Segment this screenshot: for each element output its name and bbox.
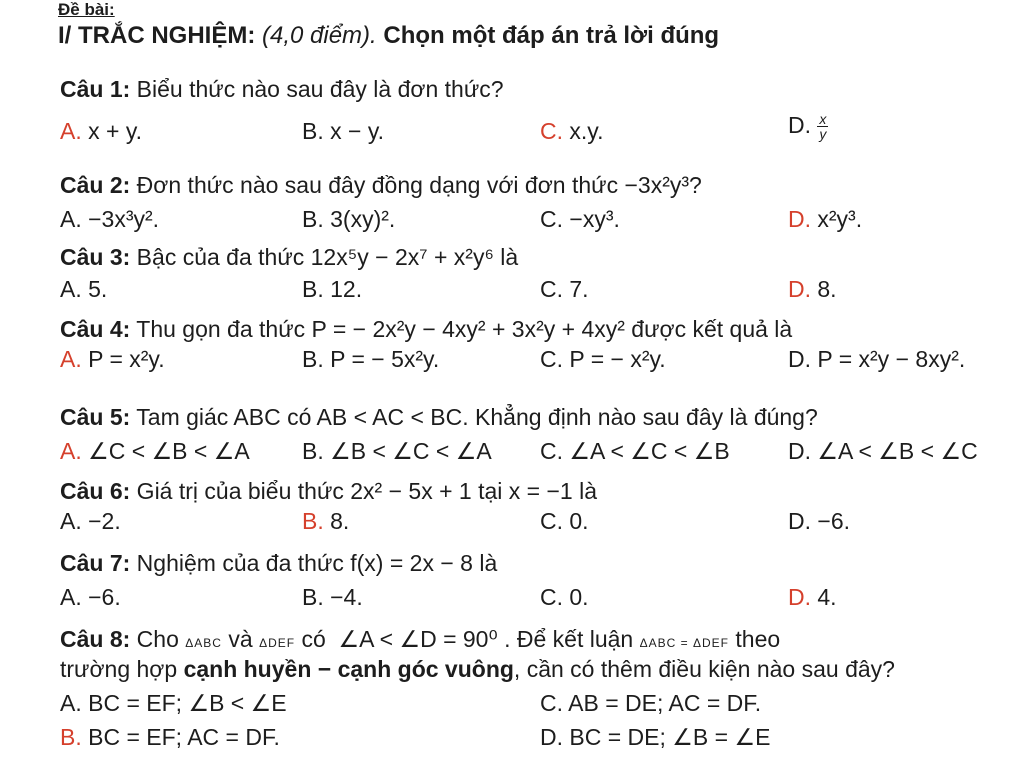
condition-bold: cạnh huyền − cạnh góc vuông — [183, 656, 514, 682]
option-6a[interactable]: A. −2. — [60, 508, 121, 534]
option-8d[interactable]: D. BC = DE; ∠B = ∠E — [540, 724, 771, 750]
question-tail: là — [493, 244, 519, 270]
option-6d[interactable]: D. −6. — [788, 508, 851, 534]
option-5b[interactable]: B. ∠B < ∠C < ∠A — [302, 438, 492, 464]
question-5 — [60, 404, 818, 431]
option-4b[interactable]: B. P = − 5x²y. — [302, 346, 440, 372]
question-expression: f(x) = 2x − 8 — [350, 550, 473, 576]
question-text: Thu gọn đa thức — [130, 316, 312, 342]
option-7d[interactable]: D. 4. — [788, 584, 837, 610]
option-2a[interactable]: A. −3x³y². — [60, 206, 160, 232]
triangle-equality: ΔABC = ΔDEF — [639, 636, 730, 650]
question-tail: là — [472, 550, 498, 576]
option-4a[interactable]: A. P = x²y. — [60, 346, 165, 372]
option-4c[interactable]: C. P = − x²y. — [540, 346, 666, 372]
option-1c[interactable]: C. x.y. — [540, 118, 604, 144]
option-5a[interactable]: A. ∠C < ∠B < ∠A — [60, 438, 250, 464]
question-1 — [60, 76, 504, 103]
option-2b[interactable]: B. 3(xy)². — [302, 206, 396, 232]
question-text: Giá trị của biểu thức — [130, 478, 351, 504]
option-3b[interactable]: B. 12. — [302, 276, 363, 302]
option-7a[interactable]: A. −6. — [60, 584, 121, 610]
option-3d[interactable]: D. 8. — [788, 276, 837, 302]
question-label: Câu 3: — [60, 244, 131, 270]
question-text: Bậc của đa thức — [130, 244, 311, 270]
question-label: Câu 7: — [60, 550, 131, 576]
question-8: Câu 8: Cho ΔABC và ΔDEF có ∠A < ∠D = 90⁰ . Để kết luận ΔABC = ΔDEF theo — [60, 626, 781, 652]
option-1b[interactable]: B. x − y. — [302, 118, 385, 144]
question-8-line2: trường hợp cạnh huyền − cạnh góc vuông, cần có thêm điều kiện nào sau đây? — [60, 656, 895, 682]
option-3c[interactable]: C. 7. — [540, 276, 589, 302]
question-label: Câu 5: — [60, 404, 131, 430]
option-3a[interactable]: A. 5. — [60, 276, 108, 302]
question-tail: tại x = −1 là — [471, 478, 598, 504]
triangle-abc: ΔABC — [185, 636, 222, 650]
question-label: Câu 1: — [60, 76, 131, 102]
option-7c[interactable]: C. 0. — [540, 584, 589, 610]
question-label: Câu 2: — [60, 172, 131, 198]
option-4d[interactable]: D. P = x²y − 8xy². — [788, 346, 966, 372]
question-label: Câu 8: — [60, 626, 131, 652]
option-8a[interactable]: A. BC = EF; ∠B < ∠E — [60, 690, 287, 716]
option-2d[interactable]: D. x²y³. — [788, 206, 863, 232]
option-8c[interactable]: C. AB = DE; AC = DF. — [540, 690, 762, 716]
question-2 — [60, 172, 702, 199]
question-label: Câu 6: — [60, 478, 131, 504]
option-8b[interactable]: B. BC = EF; AC = DF. — [60, 724, 280, 750]
question-6 — [60, 478, 597, 505]
fraction: $\frac{x}{y}$ — [819, 111, 827, 143]
question-expression: P = − 2x²y − 4xy² + 3x²y + 4xy² — [311, 316, 625, 342]
question-expression: ∠A < ∠D = 90⁰ — [338, 626, 498, 652]
triangle-def: ΔDEF — [259, 636, 296, 650]
section-points: (4,0 điểm). — [262, 22, 377, 49]
option-7b[interactable]: B. −4. — [302, 584, 363, 610]
section-label: I/ TRẮC NGHIỆM: — [58, 22, 256, 49]
option-1a[interactable]: A. x + y. — [60, 118, 143, 144]
question-expression: 2x² − 5x + 1 — [350, 478, 472, 504]
option-1d[interactable]: D. $\frac{x}{y}$ — [788, 111, 827, 143]
question-text: Đơn thức nào sau đây đồng dạng với đơn thức — [130, 172, 625, 198]
section-instruction: Chọn một đáp án trả lời đúng — [376, 22, 720, 49]
question-text: Nghiệm của đa thức — [130, 550, 351, 576]
exam-header: Đề bài: — [58, 0, 115, 19]
section-title — [58, 22, 719, 50]
option-6b[interactable]: B. 8. — [302, 508, 350, 534]
option-2c[interactable]: C. −xy³. — [540, 206, 620, 232]
question-text: Biểu thức nào sau đây là đơn thức? — [130, 76, 504, 102]
option-6c[interactable]: C. 0. — [540, 508, 589, 534]
question-3 — [60, 244, 518, 271]
question-text: Tam giác ABC có AB < AC < BC. Khẳng định nào sau đây là đúng? — [130, 404, 818, 430]
question-4 — [60, 316, 792, 343]
option-5d[interactable]: D. ∠A < ∠B < ∠C — [788, 438, 978, 464]
option-5c[interactable]: C. ∠A < ∠C < ∠B — [540, 438, 730, 464]
question-tail: được kết quả là — [624, 316, 793, 342]
question-expression: 12x⁵y − 2x⁷ + x²y⁶ — [310, 244, 494, 270]
question-expression: −3x²y³? — [624, 172, 702, 198]
question-label: Câu 4: — [60, 316, 131, 342]
question-7 — [60, 550, 497, 577]
